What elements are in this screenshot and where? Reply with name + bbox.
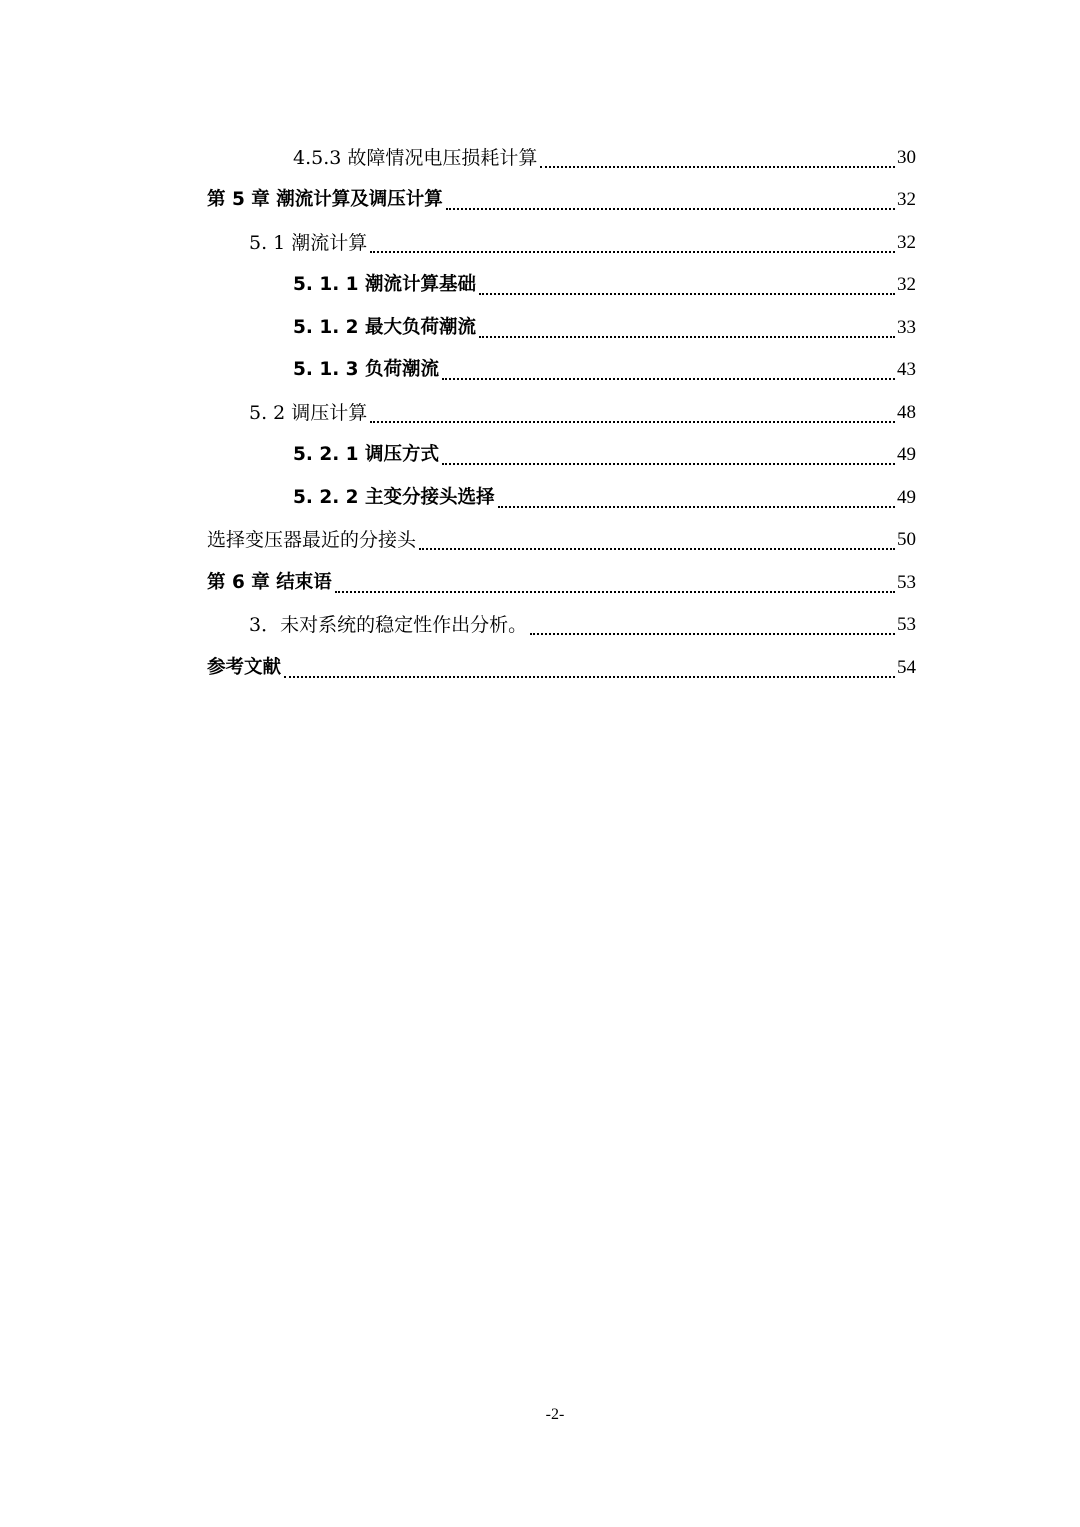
toc-entry[interactable] xyxy=(207,262,916,305)
toc-entry-title: 3．未对系统的稳定性作出分析。 xyxy=(249,614,528,636)
toc-entry-page: 32 xyxy=(897,274,916,295)
page-number: -2- xyxy=(545,1406,565,1423)
toc-entry-page: 48 xyxy=(897,401,916,423)
toc-entry[interactable] xyxy=(207,474,916,517)
toc-dot-leader xyxy=(498,506,896,508)
toc-entry-title: 参考文献 xyxy=(207,656,282,678)
toc-entry-title: 5. 2 调压计算 xyxy=(249,401,368,424)
toc-dot-leader xyxy=(442,463,895,465)
toc-entry-page: 53 xyxy=(897,614,916,635)
toc-entry[interactable] xyxy=(207,304,916,347)
toc-entry-title: 4.5.3 故障情况电压损耗计算 xyxy=(293,146,538,169)
toc-entry-page: 32 xyxy=(897,189,916,210)
toc-entry[interactable] xyxy=(207,432,916,475)
toc-dot-leader xyxy=(419,548,895,550)
toc-entry[interactable] xyxy=(207,559,916,602)
toc-entry-page: 50 xyxy=(897,529,916,550)
toc-entry[interactable] xyxy=(207,389,916,432)
toc-entry-page: 53 xyxy=(897,571,916,593)
toc-entry[interactable] xyxy=(207,517,916,560)
toc-dot-leader xyxy=(446,208,895,210)
toc-entry[interactable] xyxy=(207,134,916,177)
toc-entry[interactable] xyxy=(207,177,916,220)
toc-dot-leader xyxy=(530,633,895,635)
toc-entry-page: 49 xyxy=(897,486,916,508)
toc-dot-leader xyxy=(335,591,895,593)
toc-entry-title: 5. 1 潮流计算 xyxy=(249,231,368,254)
toc-dot-leader xyxy=(540,166,895,168)
toc-entry-title: 5. 2. 2 主变分接头选择 xyxy=(293,486,495,508)
toc-entry[interactable] xyxy=(207,644,916,687)
toc-entry-title: 5. 1. 2 最大负荷潮流 xyxy=(293,316,476,338)
toc-entry-page: 49 xyxy=(897,444,916,465)
toc-entry-title: 5. 2. 1 调压方式 xyxy=(293,444,439,465)
toc-entry-page: 43 xyxy=(897,359,916,380)
toc-entry-title: 第 5 章 潮流计算及调压计算 xyxy=(207,189,443,210)
toc-entry[interactable] xyxy=(207,347,916,390)
toc-dot-leader xyxy=(442,378,895,380)
toc-entry-page: 54 xyxy=(897,656,916,678)
toc-entry-page: 33 xyxy=(897,316,916,338)
toc-entry-title: 5. 1. 1 潮流计算基础 xyxy=(293,274,476,295)
toc-dot-leader xyxy=(479,293,895,295)
toc-entry-title: 选择变压器最近的分接头 xyxy=(207,529,417,551)
toc-entry-title: 5. 1. 3 负荷潮流 xyxy=(293,359,439,380)
toc-dot-leader xyxy=(370,421,895,423)
toc-dot-leader xyxy=(284,676,895,678)
toc-dot-leader xyxy=(479,336,895,338)
toc-entry[interactable] xyxy=(207,219,916,262)
table-of-contents xyxy=(207,134,916,687)
toc-entry[interactable] xyxy=(207,602,916,645)
toc-dot-leader xyxy=(370,251,895,253)
toc-entry-page: 30 xyxy=(897,146,916,168)
toc-entry-page: 32 xyxy=(897,231,916,253)
toc-entry-title: 第 6 章 结束语 xyxy=(207,571,332,593)
